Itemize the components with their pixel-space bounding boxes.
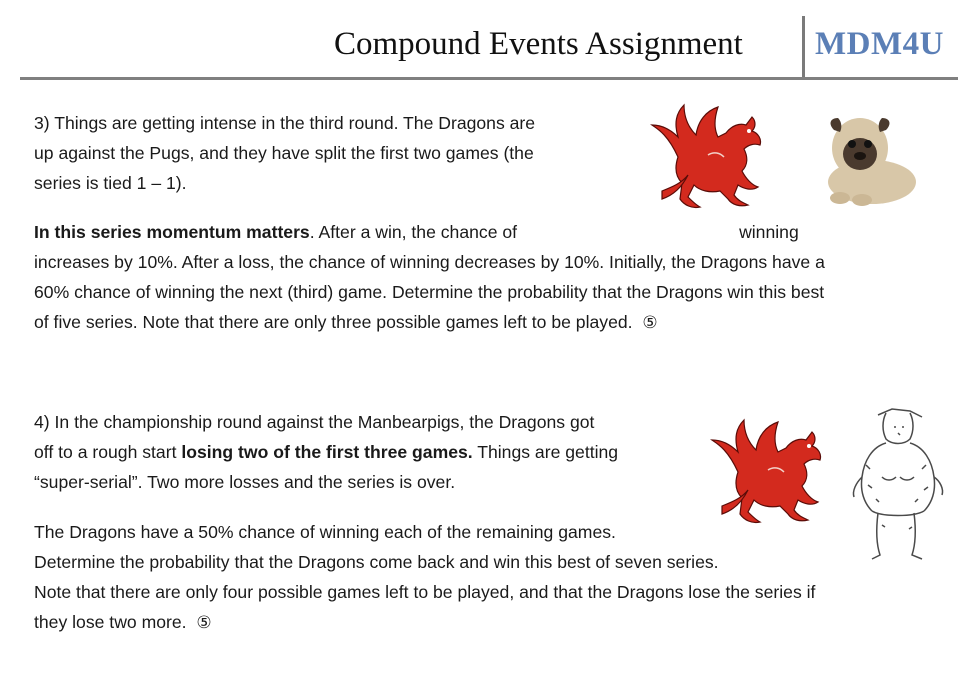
manbearpig-sketch-image bbox=[842, 405, 952, 565]
question-3-text: . After a win, the chance of bbox=[309, 222, 518, 242]
question-3-details bbox=[34, 217, 825, 338]
question-4-details-line: The Dragons have a 50% chance of winning each of the remaining games. bbox=[34, 522, 616, 542]
question-3-text: winning bbox=[739, 222, 799, 242]
pug-icon bbox=[828, 118, 916, 206]
question-4-text: Things are getting bbox=[472, 442, 619, 462]
question-3-line: up against the Pugs, and they have split the first two games (the bbox=[34, 143, 534, 163]
question-4-line: 4) In the championship round against the Manbearpigs, the Dragons got bbox=[34, 412, 595, 432]
welsh-dragon-image bbox=[708, 410, 838, 528]
manbearpig-icon bbox=[853, 409, 942, 559]
question-4-intro bbox=[34, 407, 618, 497]
pug-image bbox=[800, 94, 924, 212]
welsh-dragon-image bbox=[648, 95, 778, 213]
question-4-line bbox=[34, 437, 618, 467]
question-4-details-line: Determine the probability that the Dragons come back and win this best of seven series. bbox=[34, 552, 719, 572]
question-3-details-line bbox=[34, 307, 825, 338]
question-3-intro bbox=[34, 108, 535, 198]
marks-badge: ⑤ bbox=[196, 613, 212, 633]
question-4-details-line: Note that there are only four possible games left to be played, and that the Dragons lose the series if bbox=[34, 582, 816, 602]
question-3-details-line: increases by 10%. After a loss, the chance of winning decreases by 10%. Initially, the Dragons have a bbox=[34, 252, 825, 272]
question-4-details bbox=[34, 517, 815, 638]
dragon-icon bbox=[712, 420, 821, 523]
dragon-icon bbox=[652, 105, 761, 208]
question-4-line: “super-serial”. Two more losses and the series is over. bbox=[34, 472, 456, 492]
header-rule bbox=[20, 77, 958, 80]
question-4-text: off to a rough start bbox=[34, 442, 182, 462]
header-divider bbox=[802, 16, 805, 78]
question-4-text: they lose two more. bbox=[34, 612, 187, 632]
question-3-line: 3) Things are getting intense in the third round. The Dragons are bbox=[34, 113, 536, 133]
page-title: Compound Events Assignment bbox=[334, 26, 743, 62]
question-3-details-line: 60% chance of winning the next (third) game. Determine the probability that the Dragons win this best bbox=[34, 282, 825, 302]
question-3-details-line bbox=[34, 217, 825, 247]
question-3-line: series is tied 1 – 1). bbox=[34, 173, 187, 193]
emphasis-text: In this series momentum matters bbox=[34, 222, 310, 242]
marks-badge: ⑤ bbox=[642, 313, 658, 333]
course-code: MDM4U bbox=[815, 26, 944, 62]
question-4-details-line bbox=[34, 607, 815, 638]
question-3-text: of five series. Note that there are only three possible games left to be played. bbox=[34, 312, 633, 332]
emphasis-text: losing two of the first three games. bbox=[181, 442, 473, 462]
